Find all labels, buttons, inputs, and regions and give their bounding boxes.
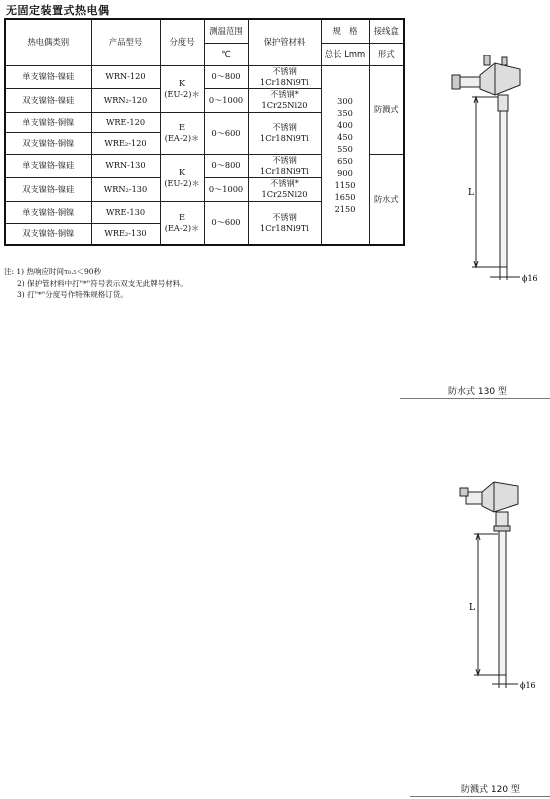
spec-table bbox=[4, 18, 405, 246]
cell-lengths: 300 350 400 450 550 650 900 1150 1650 2150 bbox=[321, 65, 369, 245]
cell-grade: E (EA-2)＊ bbox=[160, 201, 204, 245]
cell-model: WRN₂-120 bbox=[91, 88, 160, 112]
cell-type: 单支镍铬-镍硅 bbox=[5, 154, 91, 177]
cell-material: 不锈钢 1Cr18Ni9Ti bbox=[248, 65, 321, 88]
note-2: 2) 保护管材料中打"*"符号表示双支无此牌号材料。 bbox=[17, 278, 188, 288]
header-type: 热电偶类别 bbox=[5, 19, 91, 65]
cell-type: 双支镍铬-铜镍 bbox=[5, 223, 91, 245]
thermocouple-drawing-120 bbox=[452, 478, 550, 700]
cell-material: 不锈钢 1Cr18Ni9Ti bbox=[248, 112, 321, 154]
cell-type: 双支镍铬-镍硅 bbox=[5, 88, 91, 112]
header-spec: 规 格 bbox=[321, 19, 369, 43]
cell-material: 不锈钢 1Cr18Ni9Ti bbox=[248, 154, 321, 177]
note-3: 3) 打"*"分度号作特殊规格订货。 bbox=[17, 290, 128, 299]
header-spec-sub: 总长 Lmm bbox=[321, 43, 369, 65]
cell-type: 单支镍铬-铜镍 bbox=[5, 201, 91, 223]
cell-type: 双支镍铬-镍硅 bbox=[5, 177, 91, 201]
header-grade: 分度号 bbox=[160, 19, 204, 65]
cell-range: 0～1000 bbox=[204, 88, 248, 112]
diameter-label: ϕ16 bbox=[522, 274, 538, 283]
notes bbox=[4, 266, 188, 301]
figure-caption-120: 防溅式 120 型 bbox=[461, 785, 520, 795]
cell-box-type: 防水式 bbox=[369, 154, 404, 245]
cell-model: WRE₂-130 bbox=[91, 223, 160, 245]
cell-box-type: 防溅式 bbox=[369, 65, 404, 154]
note-1: 注: 1) 热响应时间τ₀.₅＜90秒 bbox=[4, 267, 102, 276]
cell-model: WRE-130 bbox=[91, 201, 160, 223]
cell-range: 0～1000 bbox=[204, 177, 248, 201]
caption-rule bbox=[410, 796, 550, 797]
header-range: 测温范围 bbox=[204, 19, 248, 43]
cell-grade: K (EU-2)＊ bbox=[160, 154, 204, 201]
cell-grade: K (EU-2)＊ bbox=[160, 65, 204, 112]
header-material: 保护管材料 bbox=[248, 19, 321, 65]
cell-material: 不锈钢* 1Cr25Ni20 bbox=[248, 177, 321, 201]
cell-model: WRE-120 bbox=[91, 112, 160, 132]
figure-caption-130: 防水式 130 型 bbox=[448, 387, 507, 397]
cell-range: 0～600 bbox=[204, 201, 248, 245]
caption-rule bbox=[400, 398, 550, 399]
dimension-L-label: L bbox=[469, 603, 475, 613]
cell-material: 不锈钢* 1Cr25Ni20 bbox=[248, 88, 321, 112]
cell-grade: E (EA-2)＊ bbox=[160, 112, 204, 154]
cell-model: WRE₂-120 bbox=[91, 132, 160, 154]
cell-model: WRN₂-130 bbox=[91, 177, 160, 201]
cell-model: WRN-120 bbox=[91, 65, 160, 88]
cell-range: 0～600 bbox=[204, 112, 248, 154]
cell-model: WRN-130 bbox=[91, 154, 160, 177]
cell-type: 单支镍铬-铜镍 bbox=[5, 112, 91, 132]
dimension-L-label: L bbox=[468, 188, 474, 198]
header-box-sub: 形式 bbox=[369, 43, 404, 65]
cell-type: 单支镍铬-镍硅 bbox=[5, 65, 91, 88]
thermocouple-drawing-130 bbox=[440, 55, 550, 325]
cell-range: 0～800 bbox=[204, 154, 248, 177]
cell-type: 双支镍铬-铜镍 bbox=[5, 132, 91, 154]
cell-material: 不锈钢 1Cr18Ni9Ti bbox=[248, 201, 321, 245]
header-range-unit: ℃ bbox=[204, 43, 248, 65]
page-title: 无固定装置式热电偶 bbox=[6, 4, 110, 17]
diameter-label: ϕ16 bbox=[520, 681, 536, 690]
header-box: 接线盒 bbox=[369, 19, 404, 43]
cell-range: 0～800 bbox=[204, 65, 248, 88]
header-model: 产品型号 bbox=[91, 19, 160, 65]
